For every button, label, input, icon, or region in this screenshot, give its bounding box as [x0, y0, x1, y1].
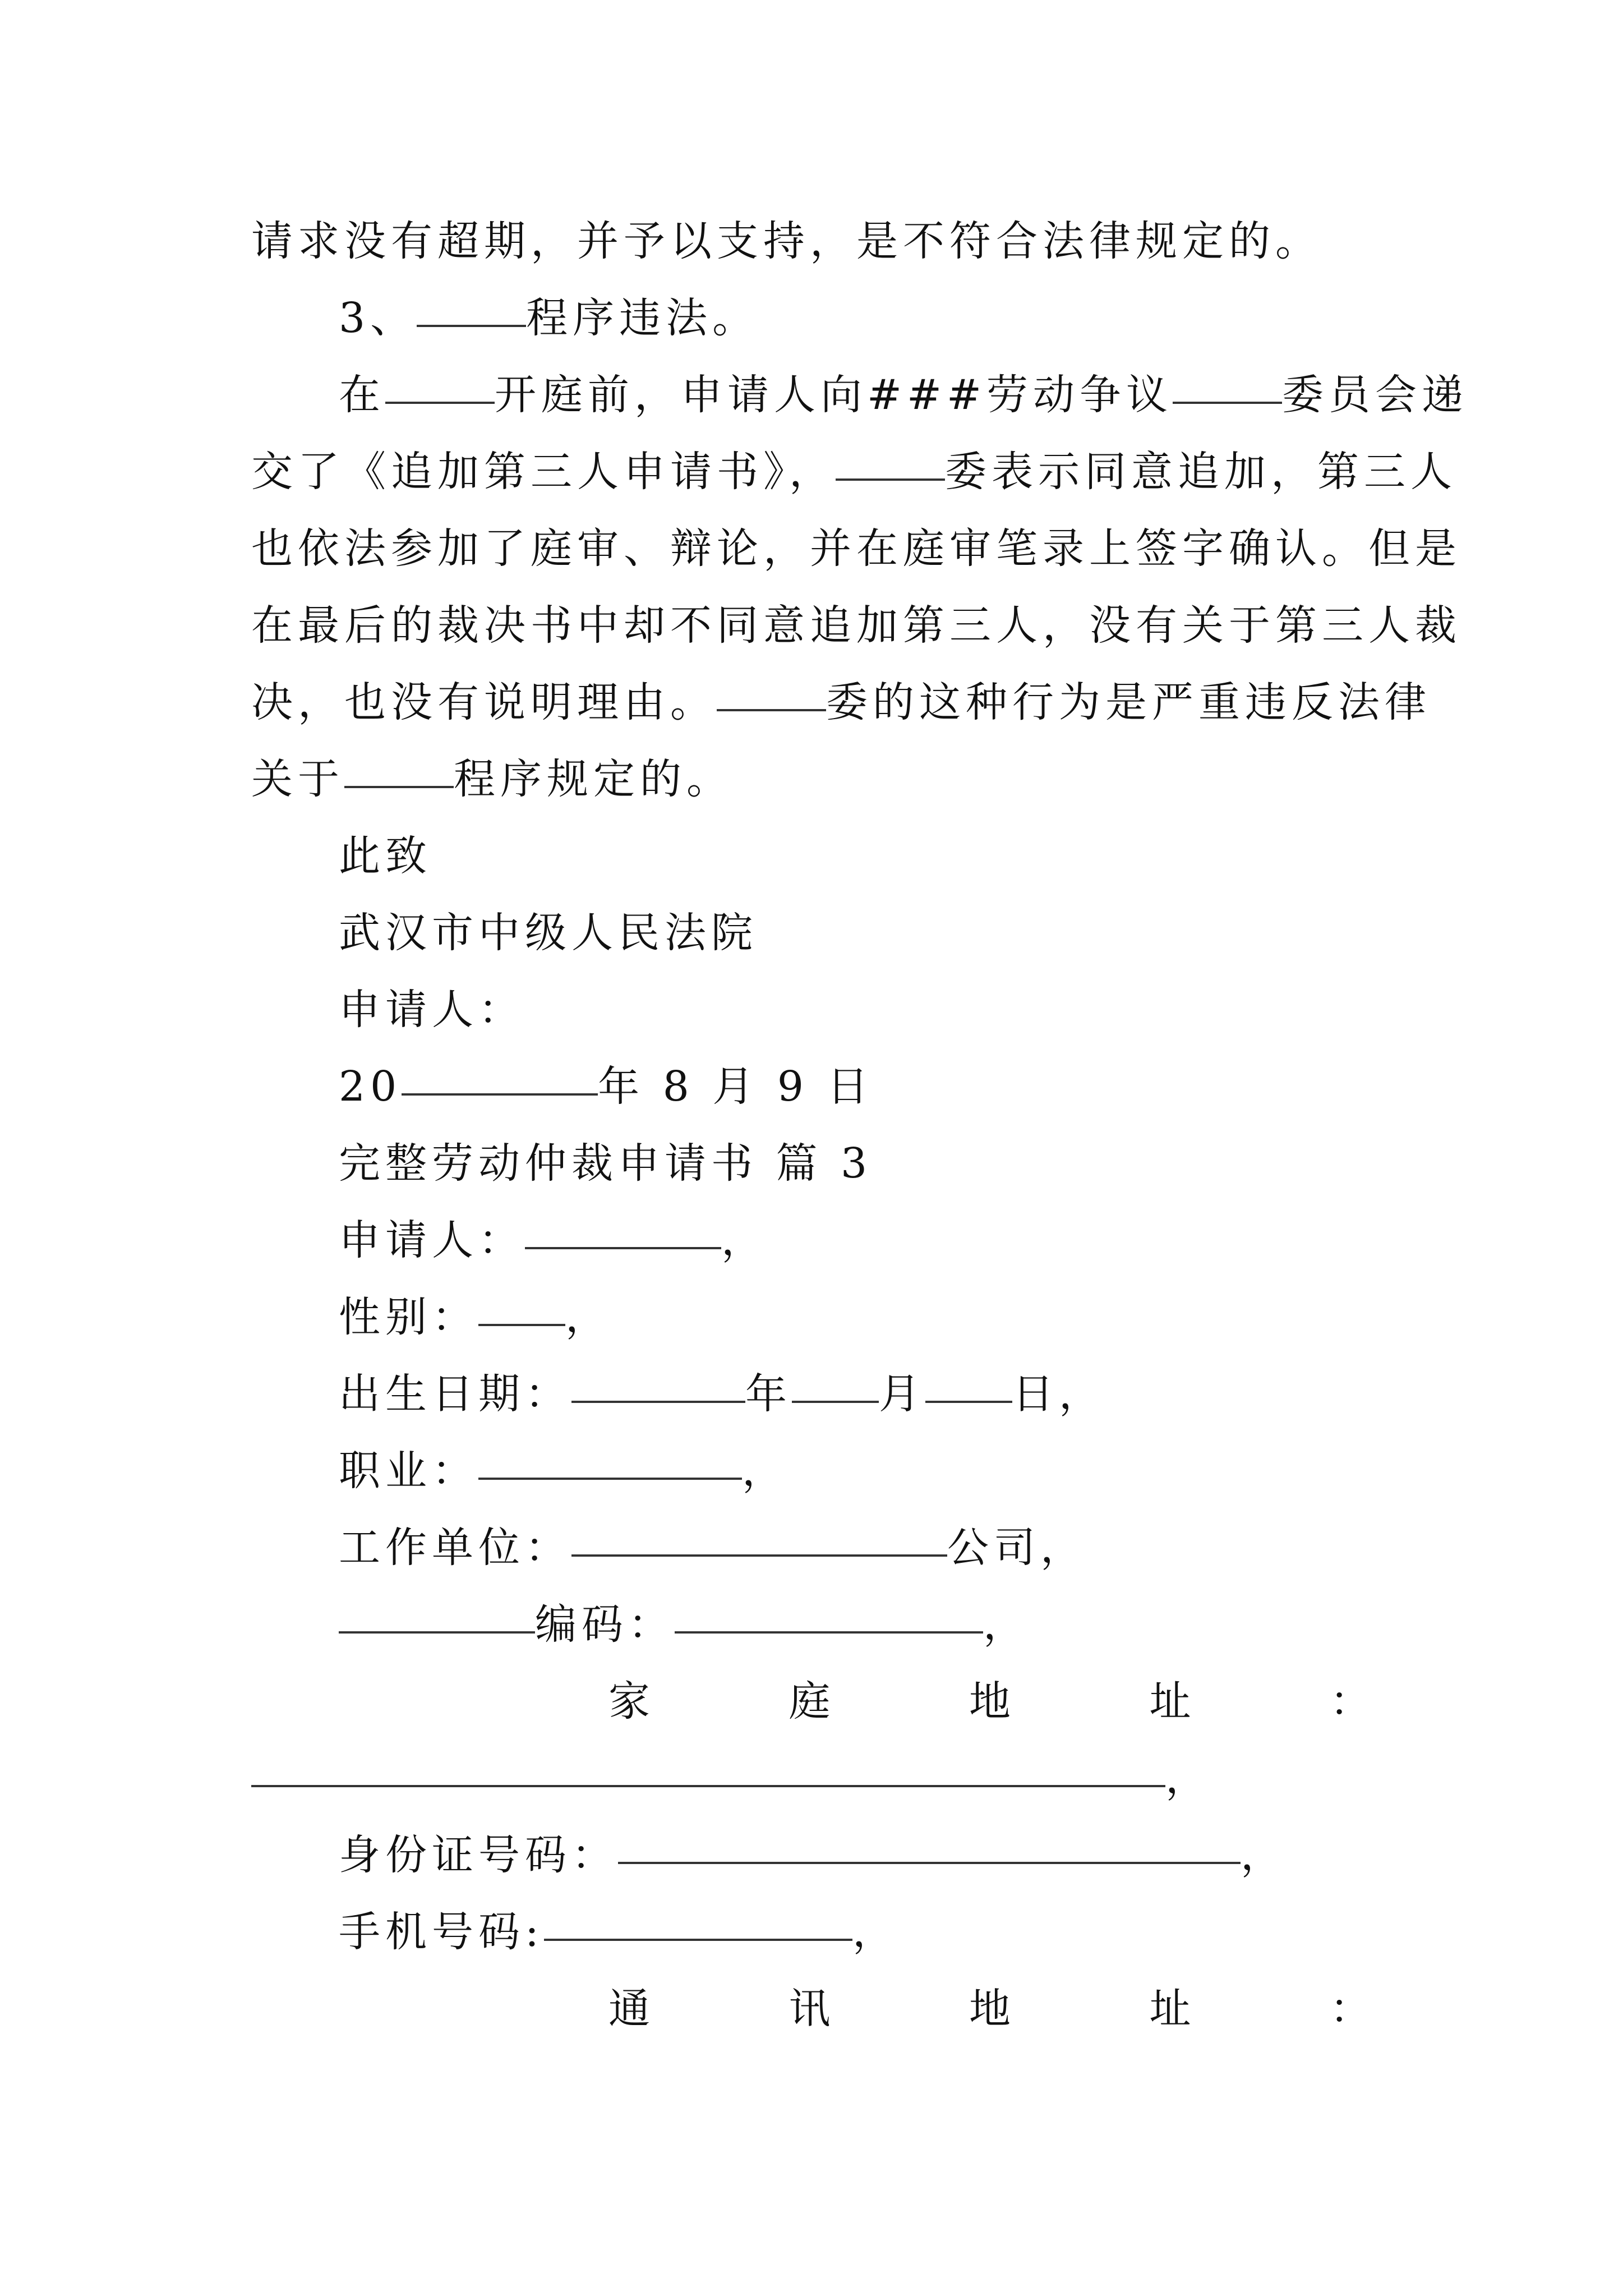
fill-blank	[675, 1631, 983, 1634]
form-field-mobile: 手机号码: ，	[339, 1908, 899, 1956]
paragraph-line: 请求没有超期，并予以支持，是不符合法律规定的。	[251, 217, 1322, 265]
fill-blank	[571, 1401, 745, 1403]
form-field-occupation: 职业： ，	[339, 1447, 789, 1495]
section-heading: 3、 程序违法。	[339, 294, 759, 342]
form-field-home-address-value: ，	[0, 1740, 1623, 1817]
fill-blank	[402, 1093, 598, 1096]
date-line: 20 年 8 月 9 日	[339, 1062, 874, 1111]
paragraph-line: 在最后的裁决书中却不同意追加第三人，没有关于第三人裁	[251, 601, 1461, 650]
fill-blank	[571, 1554, 947, 1557]
fill-blank	[618, 1862, 1241, 1864]
fill-blank	[717, 709, 826, 711]
form-field-gender: 性别： ，	[339, 1293, 612, 1341]
form-field-id-number: 身份证号码： ，	[339, 1831, 1287, 1879]
salutation: 此致	[339, 832, 432, 880]
form-field-applicant: 申请人： ，	[339, 1216, 768, 1264]
form-field-birthdate: 出生日期： 年 月 日，	[339, 1370, 1105, 1418]
fill-blank	[417, 325, 526, 327]
form-field-employer: 工作单位： 公司，	[339, 1524, 1087, 1572]
fill-blank	[339, 1631, 535, 1634]
fill-blank	[344, 786, 454, 788]
form-field-home-address-label: 家 庭 地 址 ：	[608, 1677, 1376, 1726]
form-field-postcode: 编码： ，	[0, 1586, 1623, 1663]
fill-blank	[1173, 402, 1282, 404]
section-title: 完整劳动仲裁申请书 篇 3	[339, 1139, 873, 1188]
fill-blank	[525, 1247, 721, 1249]
paragraph-line: 决，也没有说明理由。 委的这种行为是严重违反法律	[251, 678, 1431, 726]
fill-blank	[792, 1401, 879, 1403]
fill-blank	[836, 478, 945, 481]
paragraph-line: 关于 程序规定的。	[251, 755, 733, 803]
fill-blank	[925, 1401, 1012, 1403]
form-field-mailing-address-label: 通 讯 地 址 ：	[608, 1985, 1376, 2033]
paragraph-line: 在 开庭前，申请人向###劳动争议 委员会递	[339, 371, 1469, 419]
fill-blank	[251, 1785, 1165, 1787]
fill-blank	[385, 402, 495, 404]
paragraph-line: 交了《追加第三人申请书》， 委表示同意追加，第三人	[251, 448, 1457, 496]
recipient: 武汉市中级人民法院	[339, 909, 758, 957]
fill-blank	[544, 1939, 852, 1941]
fill-blank	[478, 1478, 742, 1480]
fill-blank	[478, 1324, 565, 1326]
paragraph-line: 也依法参加了庭审、辩论，并在庭审笔录上签字确认。但是	[251, 524, 1461, 573]
applicant-signature-label: 申请人：	[339, 986, 525, 1034]
